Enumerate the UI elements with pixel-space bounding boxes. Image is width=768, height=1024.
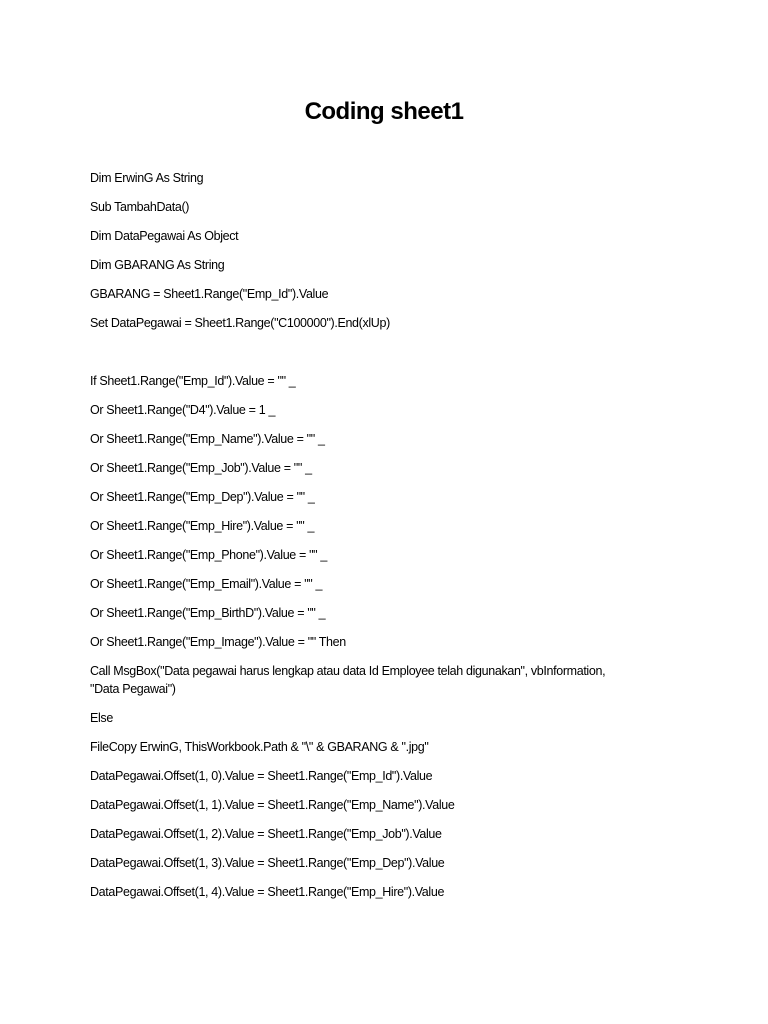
code-line: Or Sheet1.Range("Emp_Image").Value = "" Then [90, 635, 346, 649]
code-block [90, 169, 690, 912]
code-line: Dim GBARANG As String [90, 258, 225, 272]
page-title: Coding sheet1 [304, 98, 464, 125]
code-line: Or Sheet1.Range("Emp_Job").Value = "" _ [90, 461, 312, 475]
code-line: FileCopy ErwinG, ThisWorkbook.Path & "\" & GBARANG & ".jpg" [90, 740, 429, 754]
code-line: Or Sheet1.Range("Emp_Phone").Value = "" _ [90, 548, 327, 562]
code-line: DataPegawai.Offset(1, 4).Value = Sheet1.Range("Emp_Hire").Value [90, 885, 445, 899]
code-line: Or Sheet1.Range("D4").Value = 1 _ [90, 403, 276, 417]
code-line: Dim DataPegawai As Object [90, 229, 239, 243]
code-line: Or Sheet1.Range("Emp_Email").Value = "" _ [90, 577, 323, 591]
code-line: Sub TambahData() [90, 200, 190, 214]
code-line: DataPegawai.Offset(1, 3).Value = Sheet1.Range("Emp_Dep").Value [90, 856, 445, 870]
code-line: Or Sheet1.Range("Emp_Hire").Value = "" _ [90, 519, 315, 533]
code-line: Call MsgBox("Data pegawai harus lengkap atau data Id Employee telah digunakan", vbInformation, "Data Pegawai") [90, 664, 606, 696]
code-line: If Sheet1.Range("Emp_Id").Value = "" _ [90, 374, 296, 388]
code-line: Set DataPegawai = Sheet1.Range("C100000").End(xlUp) [90, 316, 390, 330]
code-line: Else [90, 711, 113, 725]
code-line: Dim ErwinG As String [90, 171, 204, 185]
code-line: DataPegawai.Offset(1, 2).Value = Sheet1.Range("Emp_Job").Value [90, 827, 442, 841]
code-line: Or Sheet1.Range("Emp_Dep").Value = "" _ [90, 490, 315, 504]
code-line: Or Sheet1.Range("Emp_Name").Value = "" _ [90, 432, 325, 446]
code-line: GBARANG = Sheet1.Range("Emp_Id").Value [90, 287, 329, 301]
code-line: DataPegawai.Offset(1, 0).Value = Sheet1.Range("Emp_Id").Value [90, 769, 433, 783]
code-line: Or Sheet1.Range("Emp_BirthD").Value = "" _ [90, 606, 326, 620]
code-line: DataPegawai.Offset(1, 1).Value = Sheet1.Range("Emp_Name").Value [90, 798, 455, 812]
